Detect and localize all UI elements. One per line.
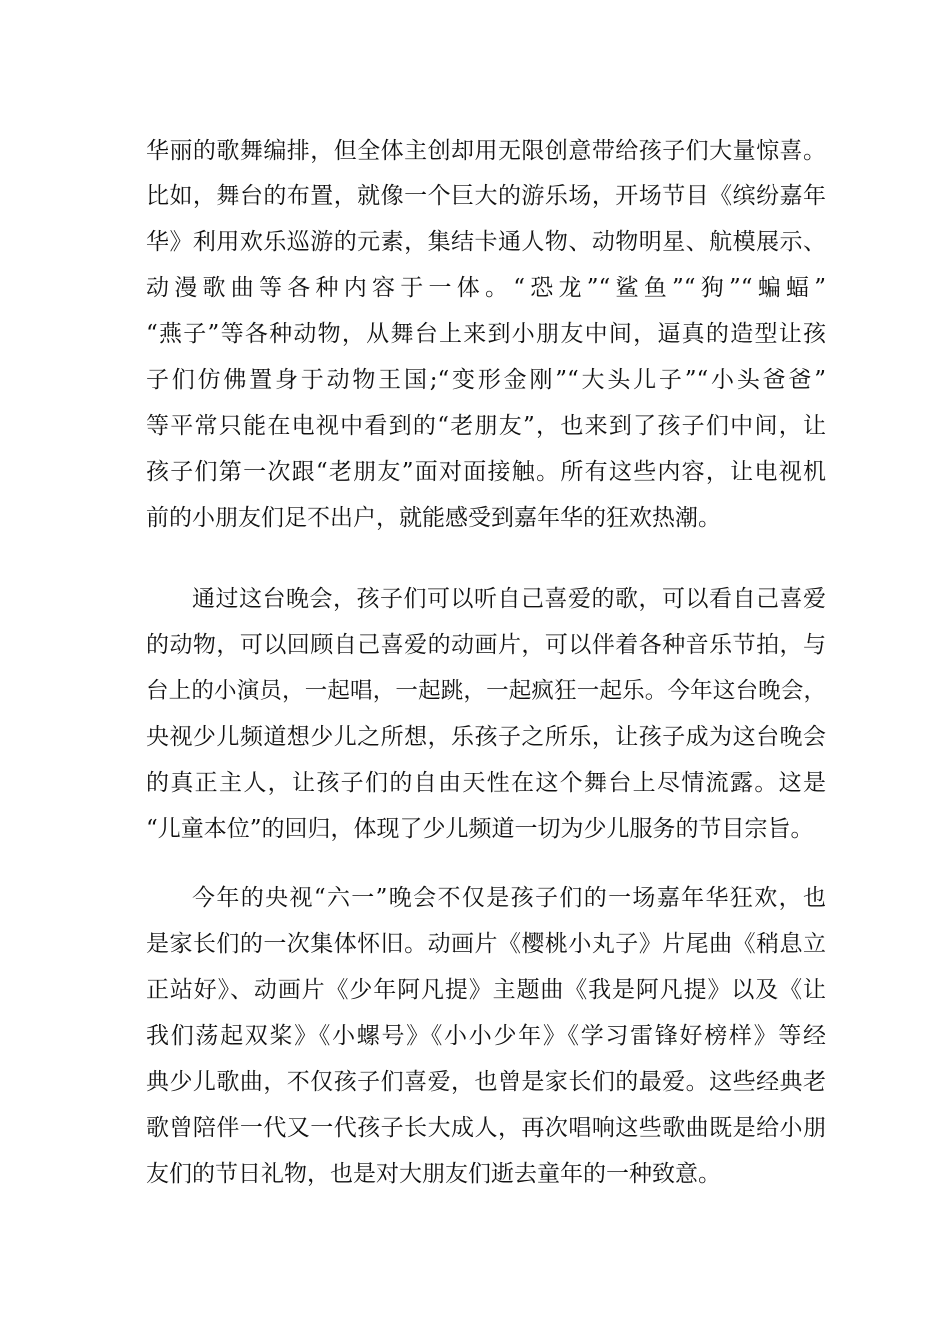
paragraph-3-line-2: 是家长们的一次集体怀旧。动画片《樱桃小丸子》片尾曲《稍息立 [146,931,826,957]
paragraph-1-line-6: 子们仿佛置身于动物王国;“变形金刚”“大头儿子”“小头爸爸” [146,367,826,393]
paragraph-1-line-7: 等平常只能在电视中看到的“老朋友”，也来到了孩子们中间，让 [146,413,826,439]
paragraph-2-line-5: 的真正主人，让孩子们的自由天性在这个舞台上尽情流露。这是 [146,770,826,796]
paragraph-1-line-3: 华》利用欢乐巡游的元素，集结卡通人物、动物明星、航模展示、 [146,229,826,255]
paragraph-2-line-6: “儿童本位”的回归，体现了少儿频道一切为少儿服务的节目宗旨。 [146,816,814,842]
paragraph-1-line-1: 华丽的歌舞编排，但全体主创却用无限创意带给孩子们大量惊喜。 [146,138,826,164]
paragraph-1-line-9: 前的小朋友们足不出户，就能感受到嘉年华的狂欢热潮。 [146,505,721,531]
paragraph-1-line-2: 比如，舞台的布置，就像一个巨大的游乐场，开场节目《缤纷嘉年 [146,183,826,209]
paragraph-3-line-6: 歌曾陪伴一代又一代孩子长大成人，再次唱响这些歌曲既是给小朋 [146,1115,826,1141]
paragraph-3-line-7: 友们的节日礼物，也是对大朋友们逝去童年的一种致意。 [146,1161,721,1187]
paragraph-2-line-2: 的动物，可以回顾自己喜爱的动画片，可以伴着各种音乐节拍，与 [146,632,826,658]
paragraph-1-line-4: 动漫歌曲等各种内容于一体。“恐龙”“鲨鱼”“狗”“蝙蝠” [146,275,826,301]
paragraph-1-line-8: 孩子们第一次跟“老朋友”面对面接触。所有这些内容，让电视机 [146,459,826,485]
paragraph-3-line-5: 典少儿歌曲，不仅孩子们喜爱，也曾是家长们的最爱。这些经典老 [146,1069,826,1095]
paragraph-2-line-3: 台上的小演员，一起唱，一起跳，一起疯狂一起乐。今年这台晚会， [146,678,826,704]
paragraph-3-line-3: 正站好》、动画片《少年阿凡提》主题曲《我是阿凡提》以及《让 [146,977,826,1003]
paragraph-3-line-1: 今年的央视“六一”晚会不仅是孩子们的一场嘉年华狂欢，也 [192,885,826,911]
paragraph-2-line-1: 通过这台晚会，孩子们可以听自己喜爱的歌，可以看自己喜爱 [192,586,826,612]
paragraph-1-line-5: “燕子”等各种动物，从舞台上来到小朋友中间，逼真的造型让孩 [146,321,826,347]
paragraph-3-line-4: 我们荡起双桨》《小螺号》《小小少年》《学习雷锋好榜样》等经 [146,1023,826,1049]
paragraph-2-line-4: 央视少儿频道想少儿之所想，乐孩子之所乐，让孩子成为这台晚会 [146,724,826,750]
